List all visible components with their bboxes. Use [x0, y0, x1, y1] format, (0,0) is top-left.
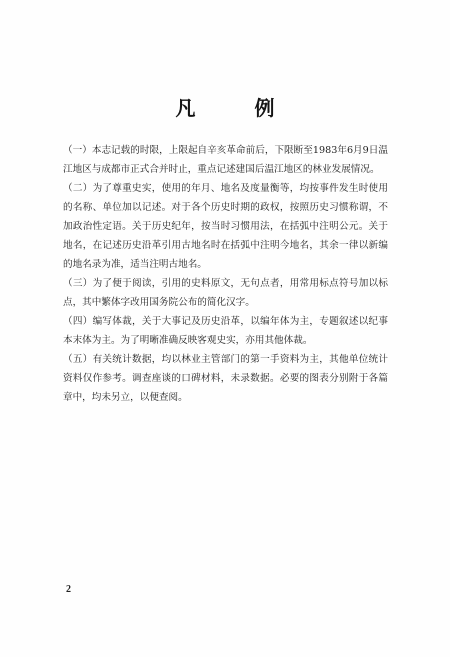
page-number: 2: [66, 584, 71, 595]
paragraph-3: （三）为了便于阅读，引用的史料原文，无句点者，用常用标点符号加以标点，其中繁体字改用国务院公布的简化汉字。: [63, 278, 388, 308]
paragraph-2: （二）为了尊重史实，使用的年月、地名及度量衡等，均按事件发生时使用的名称、单位加以记述。对于各个历史时期的政权，按照历史习惯称谓，不加政治性定语。关于历史纪年，按当时习惯用法，在括弧中注明公元。关于地名，在记述历史沿革引用古地名时在括弧中注明今地名，其余一律以新编的地名录为准，适当注明古地名。: [63, 183, 388, 270]
paragraph-5: （五）有关统计数据，均以林业主管部门的第一手资料为主，其他单位统计资料仅作参考。调查座谈的口碑材料，未录数据。必要的图表分别附于各篇章中，均未另立，以便查阅。: [63, 354, 388, 403]
paragraph-1: （一）本志记载的时限，上限起自辛亥革命前后，下限断至1983年6月9日温江地区与成都市正式合并时止，重点记述建国后温江地区的林业发展情况。: [63, 145, 388, 175]
paragraph-4: （四）编写体裁，关于大事记及历史沿革，以编年体为主，专题叙述以纪事本末体为主。为了明晰准确反映客观史实，亦用其他体裁。: [63, 316, 388, 346]
body-text: [63, 141, 388, 407]
page-title: 凡 例: [175, 96, 301, 120]
